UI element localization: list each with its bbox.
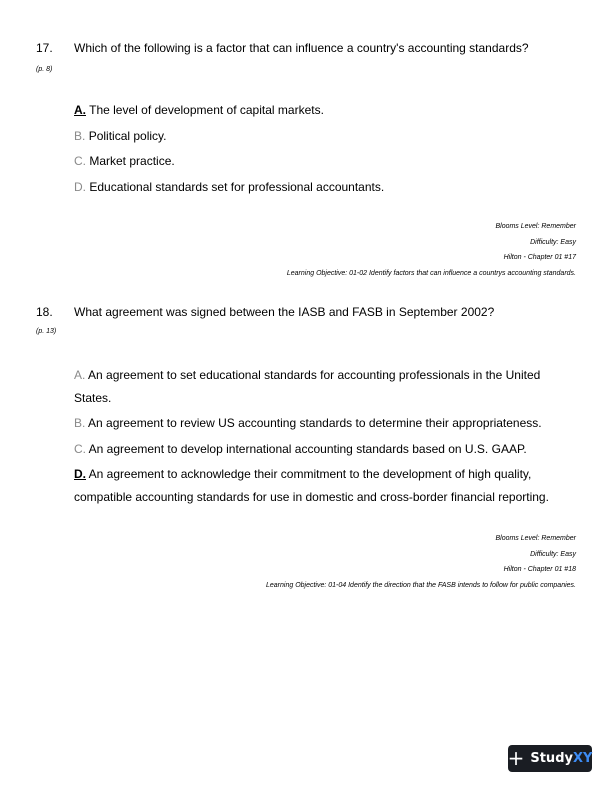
learning-objective: Learning Objective: 01-02 Identify factors that can influence a countrys accounting standards. — [286, 269, 576, 277]
page-reference: (p. 13) — [36, 328, 57, 335]
question-text: Which of the following is a factor that can influence a country's accounting standards? — [74, 41, 529, 55]
question-metadata — [266, 531, 576, 593]
brand-name — [530, 751, 592, 766]
answer-option-c — [74, 438, 564, 461]
studyxy-badge[interactable] — [508, 745, 592, 772]
brand-study: Study — [530, 751, 573, 766]
option-letter: A. — [74, 103, 86, 117]
answer-option-c — [74, 150, 564, 173]
question-metadata — [287, 219, 576, 281]
option-letter: C. — [74, 154, 86, 168]
answer-option-b — [74, 125, 564, 148]
option-letter: A. — [74, 368, 86, 382]
difficulty: Difficulty: Easy — [530, 550, 576, 558]
option-letter: D. — [74, 180, 86, 194]
option-text: The level of development of capital markets. — [89, 103, 324, 117]
plus-icon: + — [507, 745, 525, 770]
learning-objective: Learning Objective: 01-04 Identify the direction that the FASB intends to follow for public companies. — [266, 581, 576, 589]
question-number: 17. — [36, 41, 53, 55]
blooms-level: Blooms Level: Remember — [495, 535, 576, 542]
answer-option-a — [74, 99, 564, 122]
chapter-ref: Hilton - Chapter 01 #17 — [503, 254, 576, 261]
option-text: Political policy. — [88, 129, 167, 143]
option-letter: C. — [74, 442, 86, 456]
option-text: An agreement to set educational standards for accounting professionals in the United States. — [74, 368, 541, 405]
chapter-ref: Hilton - Chapter 01 #18 — [503, 566, 576, 573]
option-letter: B. — [74, 129, 86, 143]
answer-option-d — [74, 176, 564, 199]
brand-xy: XY — [572, 751, 593, 766]
difficulty: Difficulty: Easy — [530, 238, 576, 246]
option-text: An agreement to review US accounting standards to determine their appropriateness. — [88, 416, 542, 430]
question-number: 18. — [36, 305, 53, 319]
page-reference: (p. 8) — [36, 66, 53, 73]
question-text: What agreement was signed between the IASB and FASB in September 2002? — [74, 305, 495, 319]
option-text: An agreement to develop international accounting standards based on U.S. GAAP. — [88, 442, 527, 456]
answer-option-b — [74, 412, 564, 435]
option-text: Educational standards set for professional accountants. — [89, 180, 385, 194]
answer-option-d — [74, 463, 564, 509]
option-letter: D. — [74, 467, 86, 481]
option-letter: B. — [74, 416, 86, 430]
blooms-level: Blooms Level: Remember — [495, 223, 576, 230]
answer-option-a — [74, 364, 564, 410]
option-text: An agreement to acknowledge their commitment to the development of high quality, compatible accounting standards for use in domestic and cross-border financial reporting. — [74, 467, 549, 504]
option-text: Market practice. — [89, 154, 175, 168]
